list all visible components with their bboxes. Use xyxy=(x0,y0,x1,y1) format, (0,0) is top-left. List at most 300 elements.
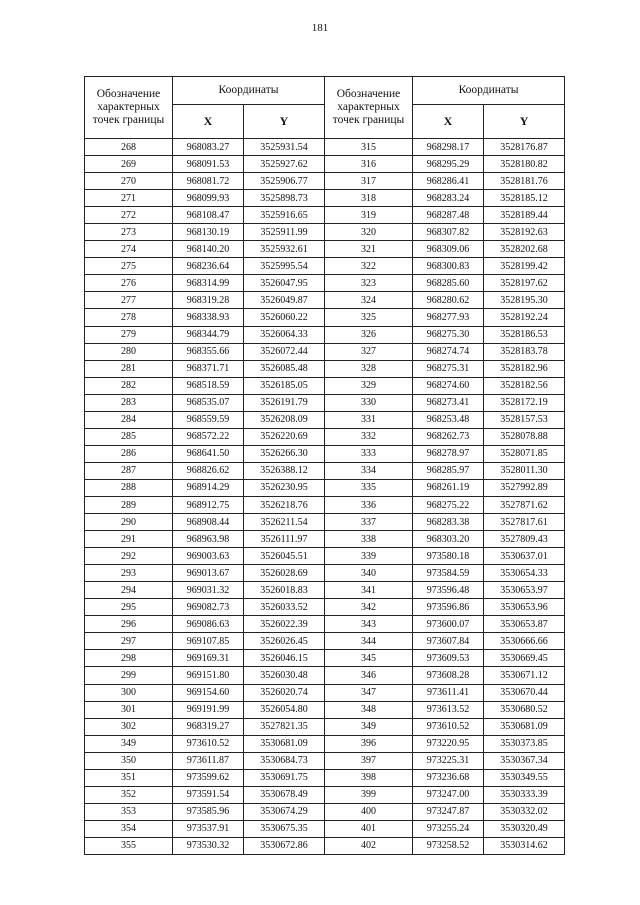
point-number-cell: 331 xyxy=(325,411,413,428)
y-coordinate-cell: 3526230.95 xyxy=(244,479,325,496)
point-number-cell: 284 xyxy=(85,411,173,428)
x-coordinate-cell: 973611.87 xyxy=(173,752,244,769)
coordinates-table xyxy=(84,76,565,855)
x-coordinate-cell: 968274.60 xyxy=(413,377,484,394)
x-coordinate-cell: 968083.27 xyxy=(173,139,244,156)
y-coordinate-cell: 3528197.62 xyxy=(484,275,565,292)
point-number-cell: 288 xyxy=(85,479,173,496)
y-coordinate-cell: 3525906.77 xyxy=(244,173,325,190)
point-number-cell: 275 xyxy=(85,258,173,275)
x-coordinate-cell: 968285.60 xyxy=(413,275,484,292)
point-number-cell: 354 xyxy=(85,820,173,837)
table-row xyxy=(85,752,565,769)
x-coordinate-cell: 968309.06 xyxy=(413,241,484,258)
point-number-cell: 396 xyxy=(325,735,413,752)
table-row xyxy=(85,769,565,786)
y-coordinate-cell: 3526220.69 xyxy=(244,428,325,445)
y-coordinate-cell: 3530320.49 xyxy=(484,820,565,837)
x-coordinate-cell: 969107.85 xyxy=(173,633,244,650)
table-row xyxy=(85,531,565,548)
point-number-cell: 278 xyxy=(85,309,173,326)
x-coordinate-cell: 968314.99 xyxy=(173,275,244,292)
y-coordinate-cell: 3528183.78 xyxy=(484,343,565,360)
x-coordinate-cell: 968912.75 xyxy=(173,496,244,513)
x-coordinate-cell: 968295.29 xyxy=(413,156,484,173)
x-coordinate-cell: 968307.82 xyxy=(413,224,484,241)
table-row xyxy=(85,173,565,190)
point-number-cell: 353 xyxy=(85,803,173,820)
y-coordinate-cell: 3530670.44 xyxy=(484,684,565,701)
point-number-cell: 321 xyxy=(325,241,413,258)
point-number-cell: 277 xyxy=(85,292,173,309)
point-number-cell: 345 xyxy=(325,650,413,667)
point-number-cell: 316 xyxy=(325,156,413,173)
table-row xyxy=(85,326,565,343)
x-coordinate-cell: 968275.31 xyxy=(413,360,484,377)
point-number-cell: 347 xyxy=(325,684,413,701)
y-coordinate-cell: 3528176.87 xyxy=(484,139,565,156)
point-number-cell: 338 xyxy=(325,531,413,548)
x-coordinate-cell: 968319.28 xyxy=(173,292,244,309)
y-coordinate-cell: 3528078.88 xyxy=(484,428,565,445)
x-coordinate-cell: 973255.24 xyxy=(413,820,484,837)
point-number-cell: 286 xyxy=(85,445,173,462)
y-coordinate-cell: 3528185.12 xyxy=(484,190,565,207)
coordinates-header-left: Координаты xyxy=(173,77,325,105)
point-number-cell: 330 xyxy=(325,394,413,411)
y-coordinate-cell: 3526046.15 xyxy=(244,650,325,667)
point-number-cell: 295 xyxy=(85,599,173,616)
table-row xyxy=(85,496,565,513)
table-row xyxy=(85,445,565,462)
table-row xyxy=(85,360,565,377)
point-number-cell: 337 xyxy=(325,514,413,531)
point-number-cell: 282 xyxy=(85,377,173,394)
y-coordinate-cell: 3527871.62 xyxy=(484,496,565,513)
x-coordinate-cell: 968261.19 xyxy=(413,479,484,496)
x-coordinate-cell: 973610.52 xyxy=(173,735,244,752)
y-coordinate-cell: 3526085.48 xyxy=(244,360,325,377)
table-row xyxy=(85,394,565,411)
x-coordinate-cell: 973584.59 xyxy=(413,565,484,582)
table-row xyxy=(85,718,565,735)
x-coordinate-cell: 968518.59 xyxy=(173,377,244,394)
y-coordinate-cell: 3526026.45 xyxy=(244,633,325,650)
table-row xyxy=(85,786,565,803)
x-coordinate-cell: 973258.52 xyxy=(413,837,484,854)
point-number-cell: 343 xyxy=(325,616,413,633)
y-coordinate-cell: 3528202.68 xyxy=(484,241,565,258)
point-number-cell: 402 xyxy=(325,837,413,854)
y-coordinate-cell: 3528180.82 xyxy=(484,156,565,173)
table-body xyxy=(85,139,565,855)
table-row xyxy=(85,633,565,650)
y-coordinate-cell: 3528157.53 xyxy=(484,411,565,428)
point-number-cell: 272 xyxy=(85,207,173,224)
x-coordinate-cell: 968275.30 xyxy=(413,326,484,343)
point-number-cell: 274 xyxy=(85,241,173,258)
x-coordinate-cell: 973607.84 xyxy=(413,633,484,650)
point-number-cell: 281 xyxy=(85,360,173,377)
table-row xyxy=(85,667,565,684)
coordinates-header-right: Координаты xyxy=(413,77,565,105)
point-number-cell: 269 xyxy=(85,156,173,173)
x-coordinate-cell: 968130.19 xyxy=(173,224,244,241)
y-coordinate-cell: 3525995.54 xyxy=(244,258,325,275)
point-number-cell: 400 xyxy=(325,803,413,820)
point-number-cell: 325 xyxy=(325,309,413,326)
table-row xyxy=(85,462,565,479)
x-header-left: X xyxy=(173,105,244,139)
x-coordinate-cell: 973591.54 xyxy=(173,786,244,803)
x-coordinate-cell: 969003.63 xyxy=(173,548,244,565)
x-coordinate-cell: 968572.22 xyxy=(173,428,244,445)
table-row xyxy=(85,701,565,718)
y-coordinate-cell: 3530680.52 xyxy=(484,701,565,718)
x-coordinate-cell: 973585.96 xyxy=(173,803,244,820)
point-number-cell: 332 xyxy=(325,428,413,445)
y-coordinate-cell: 3528186.53 xyxy=(484,326,565,343)
x-coordinate-cell: 973611.41 xyxy=(413,684,484,701)
point-number-cell: 333 xyxy=(325,445,413,462)
x-coordinate-cell: 969151.80 xyxy=(173,667,244,684)
page-number: 181 xyxy=(311,22,329,34)
y-coordinate-cell: 3530684.73 xyxy=(244,752,325,769)
x-coordinate-cell: 968908.44 xyxy=(173,514,244,531)
y-coordinate-cell: 3525931.54 xyxy=(244,139,325,156)
y-coordinate-cell: 3528189.44 xyxy=(484,207,565,224)
y-coordinate-cell: 3528172.19 xyxy=(484,394,565,411)
y-coordinate-cell: 3530653.96 xyxy=(484,599,565,616)
x-coordinate-cell: 968283.38 xyxy=(413,514,484,531)
y-coordinate-cell: 3527992.89 xyxy=(484,479,565,496)
table-row xyxy=(85,156,565,173)
point-number-cell: 268 xyxy=(85,139,173,156)
y-coordinate-cell: 3530349.55 xyxy=(484,769,565,786)
point-number-cell: 301 xyxy=(85,701,173,718)
y-coordinate-cell: 3526028.69 xyxy=(244,565,325,582)
y-coordinate-cell: 3526185.05 xyxy=(244,377,325,394)
y-coordinate-cell: 3526020.74 xyxy=(244,684,325,701)
table-row xyxy=(85,258,565,275)
point-number-cell: 323 xyxy=(325,275,413,292)
point-number-cell: 350 xyxy=(85,752,173,769)
point-designation-header-right: Обозначение характерных точек границы xyxy=(325,77,413,139)
y-coordinate-cell: 3530653.97 xyxy=(484,582,565,599)
point-number-cell: 342 xyxy=(325,599,413,616)
x-coordinate-cell: 968274.74 xyxy=(413,343,484,360)
x-coordinate-cell: 973600.07 xyxy=(413,616,484,633)
point-number-cell: 302 xyxy=(85,718,173,735)
table-row xyxy=(85,377,565,394)
point-number-cell: 271 xyxy=(85,190,173,207)
x-coordinate-cell: 968286.41 xyxy=(413,173,484,190)
x-coordinate-cell: 968914.29 xyxy=(173,479,244,496)
point-number-cell: 344 xyxy=(325,633,413,650)
point-number-cell: 328 xyxy=(325,360,413,377)
point-number-cell: 320 xyxy=(325,224,413,241)
x-coordinate-cell: 968278.97 xyxy=(413,445,484,462)
point-number-cell: 297 xyxy=(85,633,173,650)
y-coordinate-cell: 3530367.34 xyxy=(484,752,565,769)
point-number-cell: 339 xyxy=(325,548,413,565)
x-coordinate-cell: 968298.17 xyxy=(413,139,484,156)
point-number-cell: 289 xyxy=(85,496,173,513)
point-number-cell: 355 xyxy=(85,837,173,854)
x-coordinate-cell: 968338.93 xyxy=(173,309,244,326)
point-number-cell: 351 xyxy=(85,769,173,786)
x-header-right: X xyxy=(413,105,484,139)
x-coordinate-cell: 968099.93 xyxy=(173,190,244,207)
x-coordinate-cell: 968262.73 xyxy=(413,428,484,445)
y-coordinate-cell: 3526218.76 xyxy=(244,496,325,513)
y-coordinate-cell: 3530672.86 xyxy=(244,837,325,854)
y-coordinate-cell: 3526018.83 xyxy=(244,582,325,599)
x-coordinate-cell: 973530.32 xyxy=(173,837,244,854)
point-number-cell: 341 xyxy=(325,582,413,599)
point-number-cell: 280 xyxy=(85,343,173,360)
point-number-cell: 276 xyxy=(85,275,173,292)
x-coordinate-cell: 968355.66 xyxy=(173,343,244,360)
point-number-cell: 336 xyxy=(325,496,413,513)
y-coordinate-cell: 3530674.29 xyxy=(244,803,325,820)
point-number-cell: 283 xyxy=(85,394,173,411)
table-row xyxy=(85,684,565,701)
point-number-cell: 401 xyxy=(325,820,413,837)
x-coordinate-cell: 968277.93 xyxy=(413,309,484,326)
point-number-cell: 294 xyxy=(85,582,173,599)
y-coordinate-cell: 3528182.96 xyxy=(484,360,565,377)
point-number-cell: 319 xyxy=(325,207,413,224)
x-coordinate-cell: 968826.62 xyxy=(173,462,244,479)
y-coordinate-cell: 3527809.43 xyxy=(484,531,565,548)
table-row xyxy=(85,514,565,531)
table-row xyxy=(85,428,565,445)
x-coordinate-cell: 973609.53 xyxy=(413,650,484,667)
x-coordinate-cell: 973225.31 xyxy=(413,752,484,769)
x-coordinate-cell: 973599.62 xyxy=(173,769,244,786)
point-number-cell: 315 xyxy=(325,139,413,156)
y-coordinate-cell: 3526049.87 xyxy=(244,292,325,309)
x-coordinate-cell: 973247.87 xyxy=(413,803,484,820)
point-number-cell: 291 xyxy=(85,531,173,548)
point-number-cell: 287 xyxy=(85,462,173,479)
point-number-cell: 298 xyxy=(85,650,173,667)
table-row xyxy=(85,309,565,326)
x-coordinate-cell: 968275.22 xyxy=(413,496,484,513)
y-coordinate-cell: 3530678.49 xyxy=(244,786,325,803)
table-row xyxy=(85,650,565,667)
table-row xyxy=(85,411,565,428)
x-coordinate-cell: 968280.62 xyxy=(413,292,484,309)
y-coordinate-cell: 3530333.39 xyxy=(484,786,565,803)
x-coordinate-cell: 968535.07 xyxy=(173,394,244,411)
table-row xyxy=(85,837,565,854)
x-coordinate-cell: 973596.48 xyxy=(413,582,484,599)
table-row xyxy=(85,139,565,156)
point-number-cell: 348 xyxy=(325,701,413,718)
x-coordinate-cell: 968253.48 xyxy=(413,411,484,428)
x-coordinate-cell: 968273.41 xyxy=(413,394,484,411)
y-coordinate-cell: 3528181.76 xyxy=(484,173,565,190)
point-number-cell: 346 xyxy=(325,667,413,684)
table-row xyxy=(85,343,565,360)
y-coordinate-cell: 3527817.61 xyxy=(484,514,565,531)
x-coordinate-cell: 968319.27 xyxy=(173,718,244,735)
y-coordinate-cell: 3526064.33 xyxy=(244,326,325,343)
x-coordinate-cell: 968371.71 xyxy=(173,360,244,377)
y-coordinate-cell: 3526045.51 xyxy=(244,548,325,565)
y-coordinate-cell: 3530666.66 xyxy=(484,633,565,650)
x-coordinate-cell: 973537.91 xyxy=(173,820,244,837)
table-row xyxy=(85,190,565,207)
point-number-cell: 317 xyxy=(325,173,413,190)
table-row xyxy=(85,548,565,565)
point-number-cell: 318 xyxy=(325,190,413,207)
x-coordinate-cell: 968285.97 xyxy=(413,462,484,479)
table-row xyxy=(85,241,565,258)
x-coordinate-cell: 969013.67 xyxy=(173,565,244,582)
table-row xyxy=(85,616,565,633)
x-coordinate-cell: 968091.53 xyxy=(173,156,244,173)
point-number-cell: 334 xyxy=(325,462,413,479)
point-number-cell: 399 xyxy=(325,786,413,803)
y-coordinate-cell: 3525911.99 xyxy=(244,224,325,241)
x-coordinate-cell: 968236.64 xyxy=(173,258,244,275)
x-coordinate-cell: 973608.28 xyxy=(413,667,484,684)
point-number-cell: 349 xyxy=(85,735,173,752)
table-row xyxy=(85,582,565,599)
y-coordinate-cell: 3530637.01 xyxy=(484,548,565,565)
y-coordinate-cell: 3530675.35 xyxy=(244,820,325,837)
x-coordinate-cell: 968303.20 xyxy=(413,531,484,548)
y-header-right: Y xyxy=(484,105,565,139)
point-number-cell: 324 xyxy=(325,292,413,309)
x-coordinate-cell: 968287.48 xyxy=(413,207,484,224)
x-coordinate-cell: 969031.32 xyxy=(173,582,244,599)
x-coordinate-cell: 973220.95 xyxy=(413,735,484,752)
table-row xyxy=(85,275,565,292)
x-coordinate-cell: 968140.20 xyxy=(173,241,244,258)
point-number-cell: 352 xyxy=(85,786,173,803)
x-coordinate-cell: 973610.52 xyxy=(413,718,484,735)
x-coordinate-cell: 968963.98 xyxy=(173,531,244,548)
point-number-cell: 299 xyxy=(85,667,173,684)
x-coordinate-cell: 973613.52 xyxy=(413,701,484,718)
y-coordinate-cell: 3530681.09 xyxy=(244,735,325,752)
y-coordinate-cell: 3528195.30 xyxy=(484,292,565,309)
y-coordinate-cell: 3526111.97 xyxy=(244,531,325,548)
point-number-cell: 292 xyxy=(85,548,173,565)
y-coordinate-cell: 3526191.79 xyxy=(244,394,325,411)
point-designation-header-left: Обозначение характерных точек границы xyxy=(85,77,173,139)
x-coordinate-cell: 973236.68 xyxy=(413,769,484,786)
point-number-cell: 270 xyxy=(85,173,173,190)
y-coordinate-cell: 3528192.63 xyxy=(484,224,565,241)
x-coordinate-cell: 973247.00 xyxy=(413,786,484,803)
y-coordinate-cell: 3525932.61 xyxy=(244,241,325,258)
point-number-cell: 329 xyxy=(325,377,413,394)
x-coordinate-cell: 969154.60 xyxy=(173,684,244,701)
table-row xyxy=(85,820,565,837)
table-row xyxy=(85,479,565,496)
point-number-cell: 300 xyxy=(85,684,173,701)
point-number-cell: 296 xyxy=(85,616,173,633)
point-number-cell: 340 xyxy=(325,565,413,582)
table-row xyxy=(85,803,565,820)
point-number-cell: 290 xyxy=(85,514,173,531)
table-row xyxy=(85,599,565,616)
y-coordinate-cell: 3525916.65 xyxy=(244,207,325,224)
point-number-cell: 293 xyxy=(85,565,173,582)
y-coordinate-cell: 3528192.24 xyxy=(484,309,565,326)
x-coordinate-cell: 968283.24 xyxy=(413,190,484,207)
y-coordinate-cell: 3526030.48 xyxy=(244,667,325,684)
y-coordinate-cell: 3530314.62 xyxy=(484,837,565,854)
y-coordinate-cell: 3526054.80 xyxy=(244,701,325,718)
y-coordinate-cell: 3528011.30 xyxy=(484,462,565,479)
x-coordinate-cell: 968108.47 xyxy=(173,207,244,224)
x-coordinate-cell: 969169.31 xyxy=(173,650,244,667)
table-row xyxy=(85,224,565,241)
y-coordinate-cell: 3527821.35 xyxy=(244,718,325,735)
x-coordinate-cell: 968344.79 xyxy=(173,326,244,343)
point-number-cell: 349 xyxy=(325,718,413,735)
y-coordinate-cell: 3528071.85 xyxy=(484,445,565,462)
y-coordinate-cell: 3528182.56 xyxy=(484,377,565,394)
y-header-left: Y xyxy=(244,105,325,139)
y-coordinate-cell: 3530373.85 xyxy=(484,735,565,752)
y-coordinate-cell: 3526022.39 xyxy=(244,616,325,633)
table-row xyxy=(85,292,565,309)
point-number-cell: 279 xyxy=(85,326,173,343)
y-coordinate-cell: 3530654.33 xyxy=(484,565,565,582)
y-coordinate-cell: 3530669.45 xyxy=(484,650,565,667)
y-coordinate-cell: 3528199.42 xyxy=(484,258,565,275)
x-coordinate-cell: 968641.50 xyxy=(173,445,244,462)
x-coordinate-cell: 968300.83 xyxy=(413,258,484,275)
x-coordinate-cell: 969191.99 xyxy=(173,701,244,718)
y-coordinate-cell: 3526266.30 xyxy=(244,445,325,462)
x-coordinate-cell: 969082.73 xyxy=(173,599,244,616)
y-coordinate-cell: 3526060.22 xyxy=(244,309,325,326)
y-coordinate-cell: 3530332.02 xyxy=(484,803,565,820)
y-coordinate-cell: 3526211.54 xyxy=(244,514,325,531)
point-number-cell: 322 xyxy=(325,258,413,275)
y-coordinate-cell: 3526047.95 xyxy=(244,275,325,292)
y-coordinate-cell: 3530653.87 xyxy=(484,616,565,633)
point-number-cell: 335 xyxy=(325,479,413,496)
table-row xyxy=(85,735,565,752)
x-coordinate-cell: 969086.63 xyxy=(173,616,244,633)
point-number-cell: 285 xyxy=(85,428,173,445)
y-coordinate-cell: 3530691.75 xyxy=(244,769,325,786)
x-coordinate-cell: 968081.72 xyxy=(173,173,244,190)
x-coordinate-cell: 968559.59 xyxy=(173,411,244,428)
y-coordinate-cell: 3530671.12 xyxy=(484,667,565,684)
y-coordinate-cell: 3526388.12 xyxy=(244,462,325,479)
point-number-cell: 398 xyxy=(325,769,413,786)
y-coordinate-cell: 3530681.09 xyxy=(484,718,565,735)
y-coordinate-cell: 3526072.44 xyxy=(244,343,325,360)
y-coordinate-cell: 3525898.73 xyxy=(244,190,325,207)
y-coordinate-cell: 3525927.62 xyxy=(244,156,325,173)
x-coordinate-cell: 973596.86 xyxy=(413,599,484,616)
point-number-cell: 326 xyxy=(325,326,413,343)
table-row xyxy=(85,207,565,224)
x-coordinate-cell: 973580.18 xyxy=(413,548,484,565)
point-number-cell: 327 xyxy=(325,343,413,360)
